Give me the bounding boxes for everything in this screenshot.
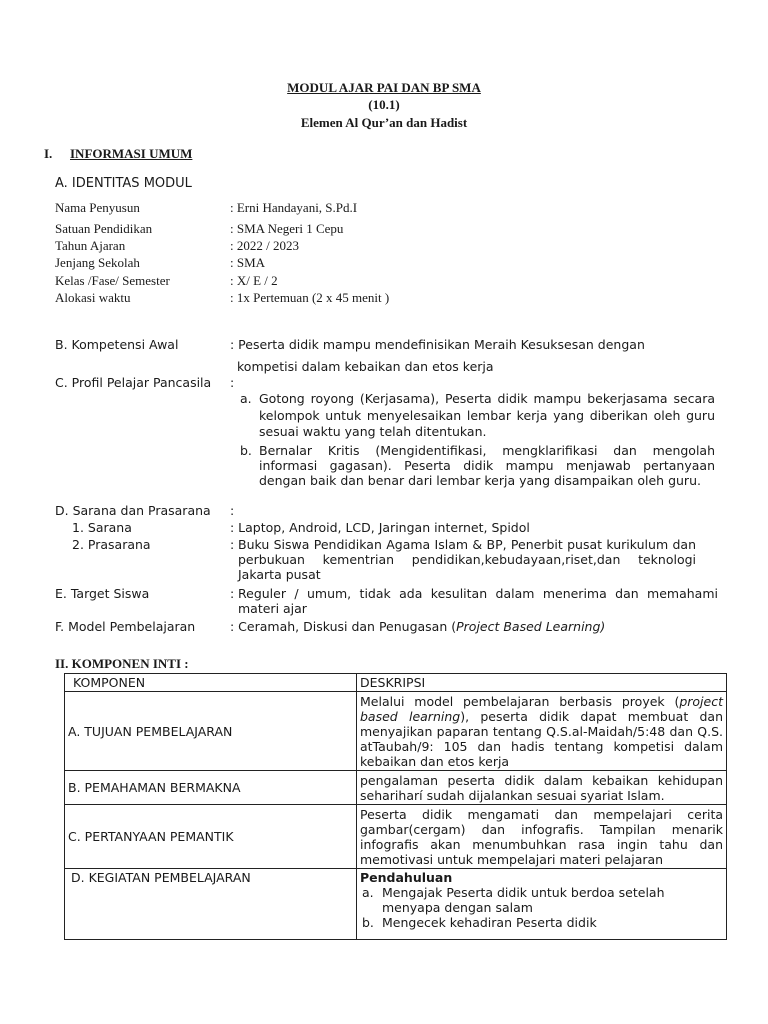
- komponen-inti-table: [64, 673, 727, 940]
- identitas-label-tahun: Tahun Ajaran: [55, 238, 126, 253]
- table-header-row: [65, 674, 727, 692]
- table-cell-deskripsi: [357, 869, 727, 940]
- identitas-value-alokasi: : 1x Pertemuan (2 x 45 menit ): [230, 290, 390, 305]
- profil-item-a-marker: a.: [240, 391, 252, 406]
- table-cell-deskripsi: [357, 692, 727, 771]
- list-item-text: Mengajak Peserta didik untuk berdoa setelah menyapa dengan salam: [382, 885, 665, 915]
- model-value-italic: Project Based Learning): [456, 619, 606, 634]
- table-cell-deskripsi: pengalaman peserta didik dalam kebaikan kehidupan sehariharí sudah dijalankan sesuai syariat Islam.: [357, 771, 727, 805]
- table-row: [65, 692, 727, 771]
- profil-label: C. Profil Pelajar Pancasila: [55, 375, 212, 390]
- table-cell-deskripsi: Peserta didik mengamati dan mempelajari cerita gambar(cergam) dan infografis. Tampilan menarik infografis akan menumbuhkan rasa ingin tahu dan memotivasi untuk mempelajari materi pelajaran: [357, 805, 727, 869]
- table-cell-komponen: C. PERTANYAAN PEMANTIK: [65, 805, 357, 869]
- table-header-deskripsi: DESKRIPSI: [357, 674, 727, 692]
- document-title: MODUL AJAR PAI DAN BP SMA: [287, 80, 481, 95]
- list-item: [360, 915, 723, 930]
- profil-item-b: Bernalar Kritis (Mengidentifikasi, mengklarifikasi dan mengolah informasi gagasan). Peserta didik mampu menjawab pertanyaan dengan baik dan benar dari lembar kerja yang disampaikan oleh guru.: [259, 443, 715, 488]
- model-value: [230, 619, 605, 634]
- kompetensi-label: B. Kompetensi Awal: [55, 337, 179, 352]
- target-colon: :: [230, 586, 235, 601]
- table-row: [65, 771, 727, 805]
- table-row: [65, 869, 727, 940]
- kegiatan-list: [360, 885, 723, 930]
- sarana-label: D. Sarana dan Prasarana: [55, 503, 211, 518]
- table-row: [65, 805, 727, 869]
- profil-item-b-marker: b.: [240, 443, 252, 458]
- tujuan-desc-post: ), peserta didik dapat membuat dan menyajikan paparan tentang Q.S.al-Maidah/5:48 dan Q.S. atTaubah/9: 105 dan hadis tentang kompetisi dalam kebaikan dan etos kerja: [360, 708, 724, 769]
- profil-colon: :: [230, 375, 235, 390]
- document-element-title: Elemen Al Qur’an dan Hadist: [300, 115, 468, 130]
- list-item-text: Mengecek kehadiran Peserta didik: [382, 915, 597, 930]
- model-value-text: : Ceramah, Diskusi dan Penugasan (: [230, 619, 457, 634]
- list-item: [360, 885, 723, 915]
- section1-heading: INFORMASI UMUM: [70, 146, 193, 161]
- profil-item-a: Gotong royong (Kerjasama), Peserta didik mampu bekerjasama secara kelompok untuk menyelesaikan lembar kerja yang diberikan oleh guru sesuai waktu yang telah ditentukan.: [259, 391, 715, 439]
- sarana-sub1-value: : Laptop, Android, LCD, Jaringan internet, Spidol: [230, 520, 530, 535]
- target-value: Reguler / umum, tidak ada kesulitan dalam menerima dan memahami materi ajar: [238, 586, 718, 616]
- identitas-label-satuan: Satuan Pendidikan: [55, 221, 153, 236]
- table-cell-komponen: A. TUJUAN PEMBELAJARAN: [65, 692, 357, 771]
- kompetensi-value-line2: kompetisi dalam kebaikan dan etos kerja: [237, 359, 494, 374]
- table-cell-komponen: B. PEMAHAMAN BERMAKNA: [65, 771, 357, 805]
- sarana-colon: :: [230, 503, 235, 518]
- identitas-value-tahun: : 2022 / 2023: [230, 238, 299, 253]
- table-header-komponen: KOMPONEN: [65, 674, 357, 692]
- identitas-value-satuan: : SMA Negeri 1 Cepu: [230, 221, 344, 236]
- identitas-heading: A. IDENTITAS MODUL: [55, 176, 192, 191]
- identitas-value-jenjang: : SMA: [230, 255, 266, 270]
- tujuan-desc-italic: project based learning: [360, 693, 723, 724]
- sarana-sub1-label: 1. Sarana: [72, 520, 132, 535]
- kegiatan-heading: Pendahuluan: [360, 870, 453, 885]
- identitas-value-nama: : Erni Handayani, S.Pd.I: [230, 200, 358, 215]
- identitas-label-kelas: Kelas /Fase/ Semester: [55, 273, 170, 288]
- target-label: E. Target Siswa: [55, 586, 150, 601]
- identitas-value-kelas: : X/ E / 2: [230, 273, 278, 288]
- document-subtitle-number: (10.1): [368, 97, 400, 112]
- section1-number: I.: [44, 146, 53, 161]
- sarana-sub2-colon: :: [230, 537, 235, 552]
- identitas-label-jenjang: Jenjang Sekolah: [55, 255, 140, 270]
- sarana-sub2-value: Buku Siswa Pendidikan Agama Islam & BP, Penerbit pusat kurikulum dan perbukuan kementrian pendidikan,kebudayaan,riset,dan teknologi Jakarta pusat: [238, 537, 696, 582]
- identitas-label-alokasi: Alokasi waktu: [55, 290, 131, 305]
- list-item-marker: a.: [362, 885, 374, 900]
- model-label: F. Model Pembelajaran: [55, 619, 196, 634]
- tujuan-desc-pre: Melalui model pembelajaran berbasis proyek (: [360, 693, 680, 709]
- identitas-label-nama: Nama Penyusun: [55, 200, 140, 215]
- kompetensi-value-line1: : Peserta didik mampu mendefinisikan Meraih Kesuksesan dengan: [230, 337, 645, 352]
- sarana-sub2-label: 2. Prasarana: [72, 537, 151, 552]
- table-cell-komponen: D. KEGIATAN PEMBELAJARAN: [65, 869, 357, 940]
- section2-heading: II. KOMPONEN INTI :: [55, 656, 189, 671]
- list-item-marker: b.: [362, 915, 374, 930]
